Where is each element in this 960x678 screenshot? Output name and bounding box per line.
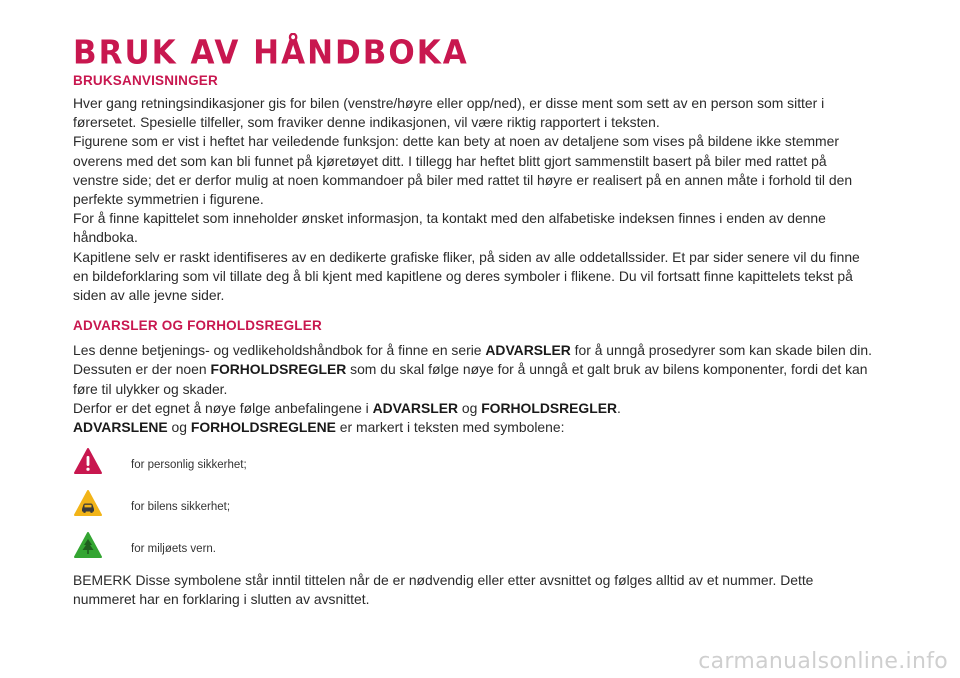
note-paragraph: BEMERK Disse symbolene står inntil tittelen når de er nødvendig eller etter avsnittet og følges alltid av et nummer. Dette nummeret har en forklaring i slutten av avsnittet. — [73, 572, 814, 608]
symbol-row-vehicle — [73, 485, 873, 521]
text-span: Derfor er det egnet å nøye følge anbefalingene i — [73, 399, 373, 416]
page-title: BRUK AV HÅNDBOKA — [73, 34, 469, 72]
paragraph-chapters: Kapitlene selv er raskt identifiseres av en dedikerte grafiske fliker, på siden av alle oddetallssider. Et par sider senere vil du finne en bildeforklaring som vil tillate deg å bli kjent med kapitlene og deres symboler i flikene. Du vil fortsatt finne kapittelets tekst på siden av alle jevne sider. — [73, 248, 860, 304]
paragraph-follow-advice — [73, 399, 873, 418]
section-heading-warnings: ADVARSLER OG FORHOLDSREGLER — [73, 318, 322, 334]
car-caution-icon — [73, 488, 103, 518]
paragraph-precautions-intro — [73, 360, 873, 398]
symbol-label-vehicle: for bilens sikkerhet; — [131, 501, 231, 514]
symbol-label-environment: for miljøets vern. — [131, 543, 216, 556]
text-span: og — [167, 419, 191, 436]
manual-page — [73, 36, 873, 610]
tree-environment-icon — [73, 530, 103, 560]
text-span: og — [458, 399, 482, 416]
paragraph-symbols-intro — [73, 418, 873, 437]
paragraph-figures: Figurene som er vist i heftet har veiledende funksjon: dette kan bety at noen av detaljene som vises på bildene ikke stemmer overens med det som kan bli funnet på kjøretøyet ditt. I tillegg har heftet blitt gjort sammenstilt basert på biler med rattet på venstre side; det er derfor mulig at noen kommandoer på biler med rattet til høyre er realisert på en annen måte i forhold til den perfekte symmetrien i figurene. — [73, 133, 853, 208]
watermark: carmanualsonline.info — [698, 649, 948, 674]
paragraph-index: For å finne kapittelet som inneholder ønsket informasjon, ta kontakt med den alfabetiske indeksen finnes i enden av denne håndboka. — [73, 210, 826, 246]
emphasis-warnings: ADVARSLER — [485, 342, 571, 359]
paragraph-warnings-intro — [73, 341, 873, 360]
emphasis-warnings: ADVARSLER — [372, 399, 459, 416]
section-heading-instructions: BRUKSANVISNINGER — [73, 73, 218, 88]
text-span: Les denne betjenings- og vedlikeholdshåndbok for å finne en serie — [73, 342, 486, 359]
emphasis-warnings-plural: ADVARSLENE — [73, 419, 168, 436]
text-span: . — [617, 399, 621, 416]
text-span: som du skal følge nøye for å unngå et galt bruk av bilens komponenter, fordi det kan føre til ulykker og skader. — [73, 361, 868, 397]
text-span: er markert i teksten med symbolene: — [335, 419, 565, 436]
emphasis-precautions: FORHOLDSREGLER — [481, 399, 618, 416]
emphasis-precautions: FORHOLDSREGLER — [210, 361, 347, 378]
paragraph-directions: Hver gang retningsindikasjoner gis for bilen (venstre/høyre eller opp/ned), er disse ment som sett av en person som sitter i førersetet. Spesielle tilfeller, som fraviker denne indikasjonen, vil være riktig rapportert i teksten. — [73, 95, 825, 131]
emphasis-precautions-plural: FORHOLDSREGLENE — [190, 419, 336, 436]
text-span: Dessuten er der noen — [73, 361, 211, 378]
symbol-row-environment — [73, 527, 873, 563]
warning-exclamation-icon — [73, 446, 103, 476]
symbol-label-personal: for personlig sikkerhet; — [131, 459, 247, 472]
symbol-row-personal — [73, 443, 873, 479]
text-span: for å unngå prosedyrer som kan skade bilen din. — [570, 342, 872, 359]
